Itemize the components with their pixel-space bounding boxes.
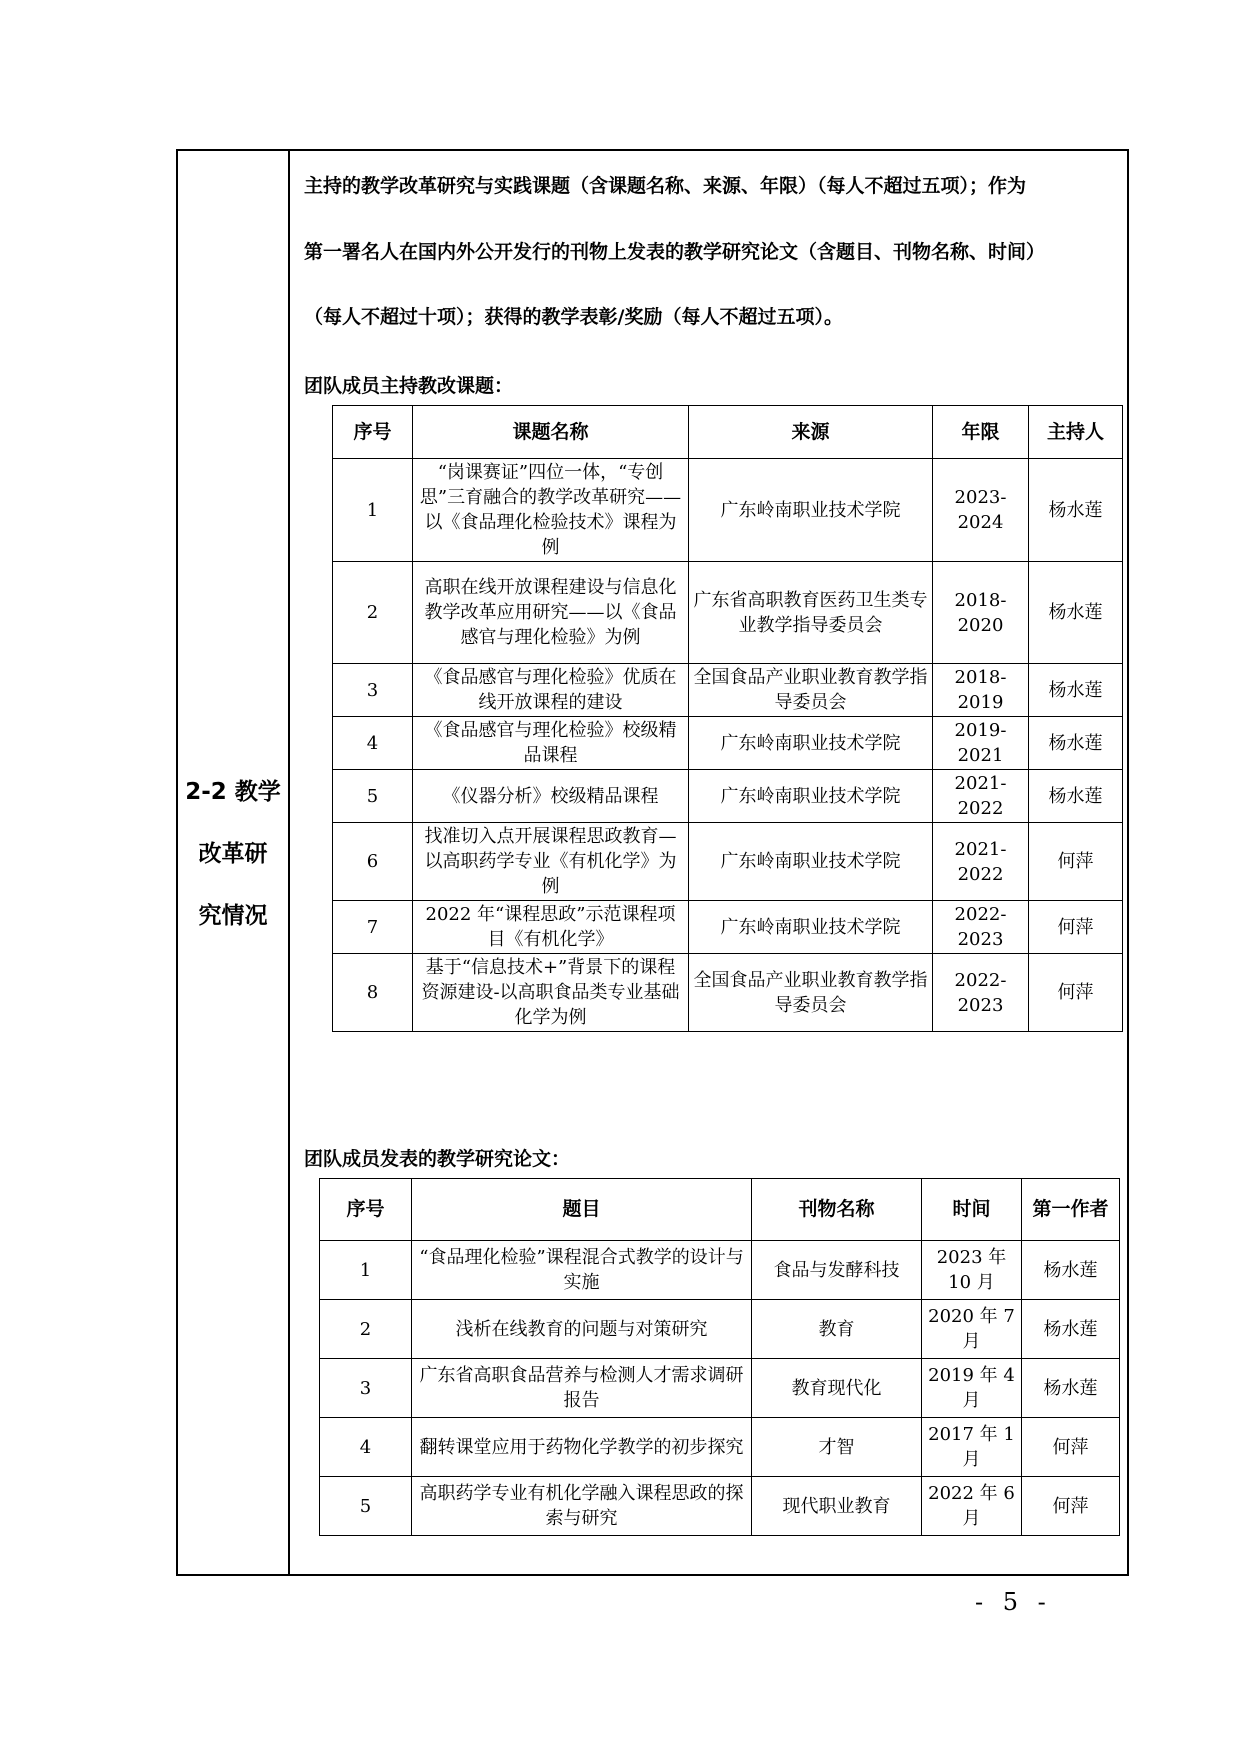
- table-cell: 广东岭南职业技术学院: [689, 901, 933, 954]
- table-cell: 2017 年 1 月: [922, 1418, 1022, 1477]
- table-cell: 广东岭南职业技术学院: [689, 770, 933, 823]
- column-header: 第一作者: [1022, 1179, 1120, 1241]
- table-cell: 2022-2023: [933, 901, 1029, 954]
- table-cell: 基于“信息技术+”背景下的课程资源建设-以高职食品类专业基础化学为例: [413, 954, 689, 1032]
- table-cell: 找准切入点开展课程思政教育—以高职药学专业《有机化学》为例: [413, 823, 689, 901]
- page-number: - 5 -: [975, 1588, 1052, 1616]
- table-row: [333, 664, 1123, 717]
- papers-table: [319, 1178, 1120, 1536]
- table-cell: 广东岭南职业技术学院: [689, 459, 933, 562]
- table-cell: 2018-2020: [933, 562, 1029, 664]
- table-row: [333, 717, 1123, 770]
- table-cell: 6: [333, 823, 413, 901]
- table-cell: “岗课赛证”四位一体，“专创思”三育融合的教学改革研究——以《食品理化检验技术》课程为例: [413, 459, 689, 562]
- table-row: [320, 1477, 1120, 1536]
- table-cell: 何萍: [1029, 954, 1123, 1032]
- table-cell: 5: [333, 770, 413, 823]
- table-cell: 杨水莲: [1029, 717, 1123, 770]
- table-row: [320, 1300, 1120, 1359]
- intro-line: 第一署名人在国内外公开发行的刊物上发表的教学研究论文（含题目、刊物名称、时间）: [304, 241, 1046, 263]
- table-cell: 广东省高职教育医药卫生类专业教学指导委员会: [689, 562, 933, 664]
- table-cell: 3: [320, 1359, 412, 1418]
- table-cell: 《食品感官与理化检验》校级精品课程: [413, 717, 689, 770]
- table-cell: 食品与发酵科技: [752, 1241, 922, 1300]
- table-cell: 2022 年“课程思政”示范课程项目《有机化学》: [413, 901, 689, 954]
- column-header: 序号: [333, 406, 413, 459]
- table-cell: 4: [320, 1418, 412, 1477]
- table-cell: 2: [333, 562, 413, 664]
- table-cell: 8: [333, 954, 413, 1032]
- table-cell: 何萍: [1029, 823, 1123, 901]
- table-cell: 全国食品产业职业教育教学指导委员会: [689, 954, 933, 1032]
- table-cell: 1: [320, 1241, 412, 1300]
- section-title: [178, 761, 288, 947]
- table-cell: 2018-2019: [933, 664, 1029, 717]
- table-cell: 高职药学专业有机化学融入课程思政的探索与研究: [412, 1477, 752, 1536]
- table-row: [333, 459, 1123, 562]
- table-cell: 《仪器分析》校级精品课程: [413, 770, 689, 823]
- table-row: [320, 1418, 1120, 1477]
- table-cell: 2019-2021: [933, 717, 1029, 770]
- table-cell: 2022-2023: [933, 954, 1029, 1032]
- table-cell: 杨水莲: [1029, 562, 1123, 664]
- form-frame: [176, 149, 1129, 1576]
- table-cell: 2020 年 7 月: [922, 1300, 1022, 1359]
- table-cell: 何萍: [1029, 901, 1123, 954]
- table-cell: 杨水莲: [1022, 1359, 1120, 1418]
- column-header: 时间: [922, 1179, 1022, 1241]
- table-cell: 2019 年 4 月: [922, 1359, 1022, 1418]
- table-cell: 《食品感官与理化检验》优质在线开放课程的建设: [413, 664, 689, 717]
- table-cell: 教育: [752, 1300, 922, 1359]
- intro-line: （每人不超过十项）；获得的教学表彰/奖励（每人不超过五项）。: [304, 306, 843, 328]
- table-cell: 2021-2022: [933, 770, 1029, 823]
- intro-line: 主持的教学改革研究与实践课题（含课题名称、来源、年限）（每人不超过五项）；作为: [304, 175, 1027, 197]
- table-header-row: [320, 1179, 1120, 1241]
- table-row: [333, 954, 1123, 1032]
- section-title-line: 改革研: [198, 841, 268, 867]
- table-cell: 浅析在线教育的问题与对策研究: [412, 1300, 752, 1359]
- section-title-line: 2-2 教学: [185, 779, 281, 805]
- table-cell: 杨水莲: [1022, 1241, 1120, 1300]
- table-cell: 2021-2022: [933, 823, 1029, 901]
- table-cell: 翻转课堂应用于药物化学教学的初步探究: [412, 1418, 752, 1477]
- table-row: [320, 1359, 1120, 1418]
- table-cell: 高职在线开放课程建设与信息化教学改革应用研究——以《食品感官与理化检验》为例: [413, 562, 689, 664]
- section-label-column: [178, 151, 290, 1574]
- table-cell: 4: [333, 717, 413, 770]
- projects-heading: 团队成员主持教改课题：: [304, 375, 514, 397]
- table-cell: 杨水莲: [1029, 770, 1123, 823]
- projects-table: [332, 405, 1123, 1032]
- table-cell: 2023 年 10 月: [922, 1241, 1022, 1300]
- table-cell: 2: [320, 1300, 412, 1359]
- table-cell: 7: [333, 901, 413, 954]
- table-cell: 何萍: [1022, 1477, 1120, 1536]
- table-header-row: [333, 406, 1123, 459]
- table-cell: 杨水莲: [1022, 1300, 1120, 1359]
- table-cell: 杨水莲: [1029, 459, 1123, 562]
- column-header: 课题名称: [413, 406, 689, 459]
- papers-heading: 团队成员发表的教学研究论文：: [304, 1148, 571, 1170]
- table-cell: 2022 年 6 月: [922, 1477, 1022, 1536]
- column-header: 题目: [412, 1179, 752, 1241]
- table-row: [333, 901, 1123, 954]
- column-header: 刊物名称: [752, 1179, 922, 1241]
- table-cell: “食品理化检验”课程混合式教学的设计与实施: [412, 1241, 752, 1300]
- table-cell: 5: [320, 1477, 412, 1536]
- column-header: 主持人: [1029, 406, 1123, 459]
- table-cell: 2023-2024: [933, 459, 1029, 562]
- table-cell: 教育现代化: [752, 1359, 922, 1418]
- table-row: [333, 770, 1123, 823]
- column-header: 来源: [689, 406, 933, 459]
- table-cell: 杨水莲: [1029, 664, 1123, 717]
- table-cell: 3: [333, 664, 413, 717]
- table-cell: 广东省高职食品营养与检测人才需求调研报告: [412, 1359, 752, 1418]
- table-cell: 广东岭南职业技术学院: [689, 717, 933, 770]
- table-row: [333, 562, 1123, 664]
- table-cell: 广东岭南职业技术学院: [689, 823, 933, 901]
- table-cell: 全国食品产业职业教育教学指导委员会: [689, 664, 933, 717]
- table-row: [320, 1241, 1120, 1300]
- table-cell: 才智: [752, 1418, 922, 1477]
- table-cell: 1: [333, 459, 413, 562]
- table-row: [333, 823, 1123, 901]
- section-title-line: 究情况: [198, 903, 268, 929]
- table-cell: 何萍: [1022, 1418, 1120, 1477]
- column-header: 序号: [320, 1179, 412, 1241]
- table-cell: 现代职业教育: [752, 1477, 922, 1536]
- column-header: 年限: [933, 406, 1029, 459]
